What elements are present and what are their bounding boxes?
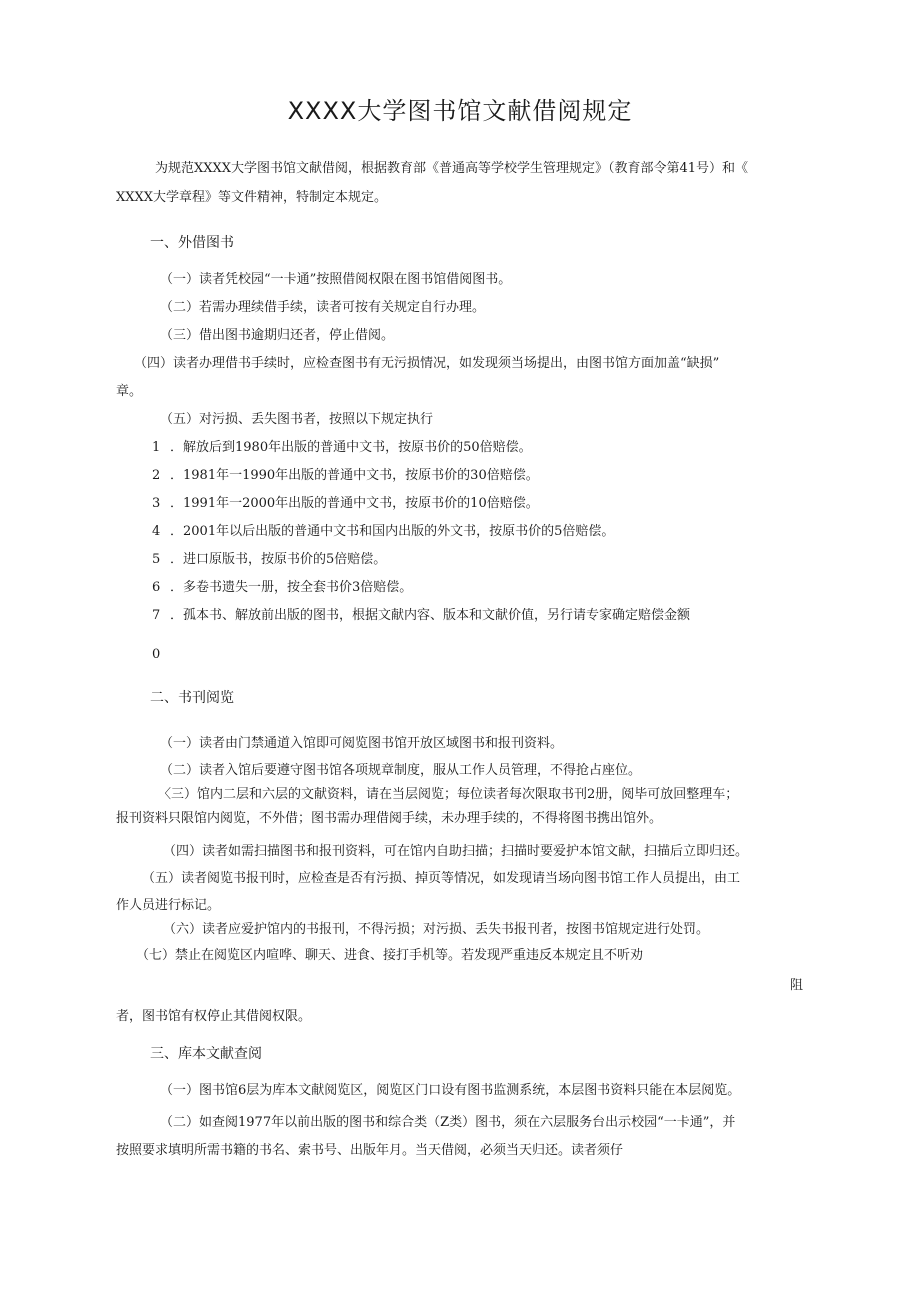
list-item-number: 6: [152, 580, 161, 595]
list-item: ．解放后到1980年出版的普通中文书，按原书价的50倍赔偿。: [170, 440, 532, 455]
section-1-paragraph: （一）读者凭校园“一卡通”按照借阅权限在图书馆借阅图书。: [160, 272, 512, 287]
section-2-paragraph: （六）读者应爱护馆内的书报刊，不得污损；对污损、丢失书报刊者，按图书馆规定进行处罚。: [163, 922, 710, 937]
section-2-heading: 二、书刊阅览: [150, 690, 234, 706]
section-1-paragraph: （五）对污损、丢失图书者，按照以下规定执行: [160, 412, 434, 427]
section-2-paragraph: 〈三）馆内二层和六层的文献资料，请在当层阅览；每位读者每次限取书刊2册，阅毕可放回整理车；: [158, 787, 739, 802]
list-item: ．多卷书遗失一册，按全套书价3倍赔偿。: [170, 580, 413, 595]
stray-character: 0: [152, 647, 161, 662]
list-item: ．进口原版书，按原书价的5倍赔偿。: [170, 552, 387, 567]
section-1-paragraph-cont: 章。: [116, 384, 143, 399]
section-2-paragraph: （七）禁止在阅览区内喧哗、聊天、进食、接打手机等。若发现严重违反本规定且不听劝: [136, 948, 644, 963]
list-item-number: 5: [152, 552, 161, 567]
list-item-number: 4: [152, 524, 161, 539]
list-item-number: 2: [152, 468, 161, 483]
intro-line-2: XXXX大学章程》等文件精神，特制定本规定。: [116, 190, 388, 205]
section-2-paragraph: （四）读者如需扫描图书和报刊资料，可在馆内自助扫描；扫描时要爱护本馆文献，扫描后立即归还。: [163, 844, 749, 859]
list-item-number: 1: [152, 440, 161, 455]
document-title: XXXX大学图书馆文献借阅规定: [287, 97, 633, 125]
section-3-paragraph: （一）图书馆6层为库本文献阅览区，阅览区门口设有图书监测系统，本层图书资料只能在本层阅览。: [160, 1083, 741, 1098]
section-2-paragraph-cont: 报刊资料只限馆内阅览，不外借；图书需办理借阅手续，未办理手续的，不得将图书携出馆外。: [116, 811, 663, 826]
section-3-paragraph: （二）如查阅1977年以前出版的图书和综合类（Z类）图书，须在六层服务台出示校园“一卡通”，并: [160, 1115, 736, 1130]
list-item-number: 7: [152, 608, 161, 623]
section-2-paragraph: （一）读者由门禁通道入馆即可阅览图书馆开放区域图书和报刊资料。: [160, 736, 564, 751]
section-2-paragraph-cont: 阻: [790, 978, 804, 993]
list-item-number: 3: [152, 496, 161, 511]
section-3-paragraph-cont: 按照要求填明所需书籍的书名、索书号、出版年月。当天借阅，必须当天归还。读者须仔: [116, 1143, 624, 1158]
section-1-heading: 一、外借图书: [150, 235, 234, 251]
section-3-heading: 三、库本文献查阅: [150, 1046, 262, 1062]
list-item: ．2001年以后出版的普通中文书和国内出版的外文书，按原书价的5倍赔偿。: [170, 524, 615, 539]
section-1-paragraph: （三）借出图书逾期归还者，停止借阅。: [160, 328, 395, 343]
section-2-paragraph-cont: 作人员进行标记。: [116, 898, 221, 913]
intro-line-1: 为规范XXXX大学图书馆文献借阅，根据教育部《普通高等学校学生管理规定》（教育部令第41号）和《: [155, 161, 749, 176]
section-2-paragraph: （五）读者阅览书报刊时，应检查是否有污损、掉页等情况，如发现请当场向图书馆工作人员提出，由工: [142, 871, 741, 886]
list-item: ．1991年一2000年出版的普通中文书，按原书价的10倍赔偿。: [170, 496, 539, 511]
list-item: ．孤本书、解放前出版的图书，根据文献内容、版本和文献价值，另行请专家确定赔偿金额: [170, 608, 691, 623]
section-2-paragraph: （二）读者入馆后要遵守图书馆各项规章制度，服从工作人员管理，不得抢占座位。: [160, 763, 642, 778]
section-2-paragraph-cont: 者，图书馆有权停止其借阅权限。: [116, 1009, 312, 1024]
section-1-paragraph: （四）读者办理借书手续时，应检查图书有无污损情况，如发现须当场提出，由图书馆方面加盖“缺损”: [134, 356, 720, 371]
section-1-paragraph: （二）若需办理续借手续，读者可按有关规定自行办理。: [160, 300, 486, 315]
list-item: ．1981年一1990年出版的普通中文书，按原书价的30倍赔偿。: [170, 468, 539, 483]
